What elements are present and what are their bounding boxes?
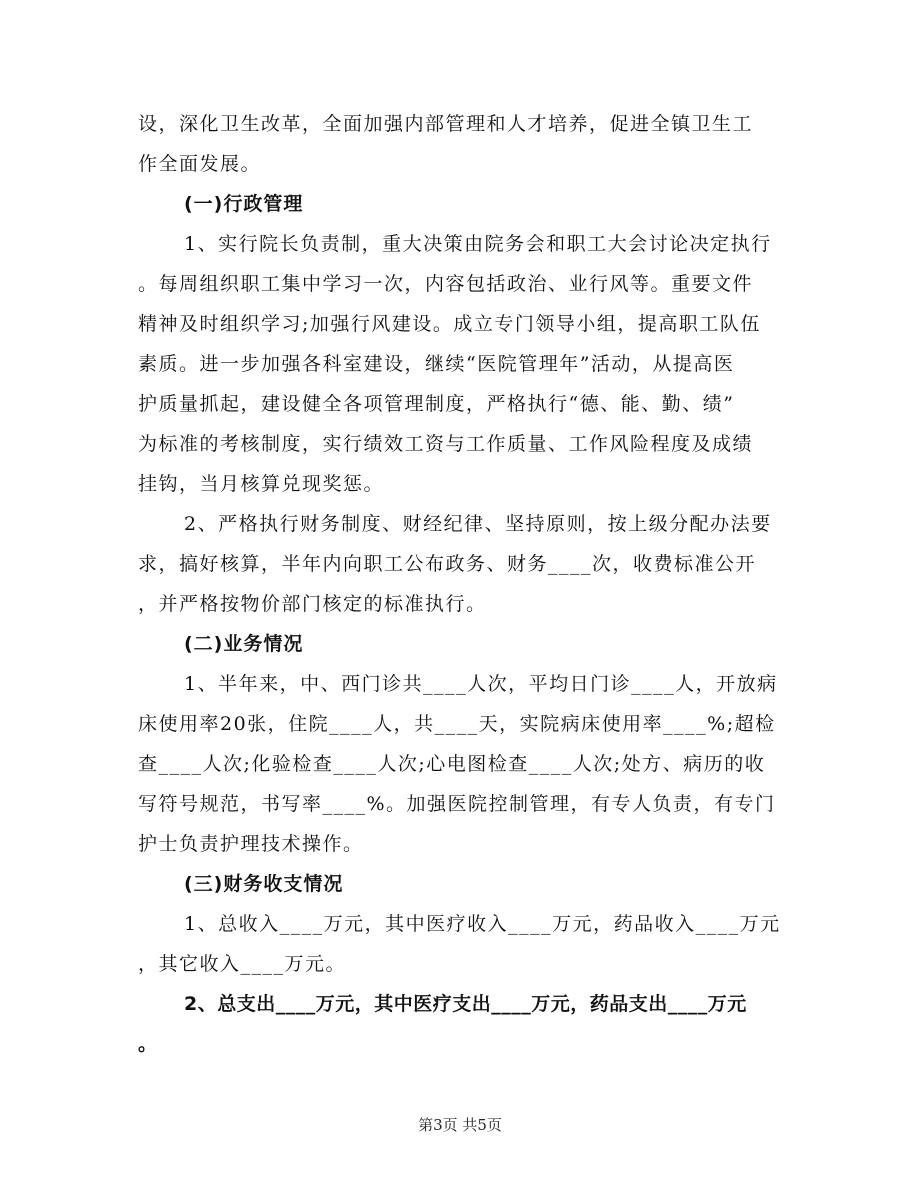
body-line: 精神及时组织学习;加强行风建设。成立专门领导小组，提高职工队伍 <box>138 313 761 335</box>
body-line: 素质。进一步加强各科室建设，继续“医院管理年”活动，从提高医 <box>138 353 735 375</box>
body-line: 2、严格执行财务制度、财经纪律、坚持原则，按上级分配办法要 <box>184 513 772 535</box>
body-line-bold: 2、总支出____万元，其中医疗支出____万元，药品支出____万元 <box>184 993 747 1015</box>
body-line: ，其它收入____万元。 <box>138 953 347 975</box>
body-line: 。每周组织职工集中学习一次，内容包括政治、业行风等。重要文件 <box>138 273 754 295</box>
body-line: 护士负责护理技术操作。 <box>138 833 364 855</box>
body-line: 挂钩，当月核算兑现奖惩。 <box>138 473 385 495</box>
body-line: 写符号规范，书写率____%。加强医院控制管理，有专人负责，有专门 <box>138 793 776 815</box>
section-heading-admin: (一)行政管理 <box>184 193 304 215</box>
body-line: 1、半年来，中、西门诊共____人次，平均日门诊____人，开放病 <box>184 673 778 695</box>
body-line: 1、总收入____万元，其中医疗收入____万元，药品收入____万元 <box>184 913 781 935</box>
body-line: 设，深化卫生改革，全面加强内部管理和人才培养，促进全镇卫生工 <box>138 113 754 135</box>
body-line: 护质量抓起，建设健全各项管理制度，严格执行“德、能、勤、绩” <box>138 393 735 415</box>
body-line: 求，搞好核算，半年内向职工公布政务、财务____次，收费标准公开 <box>138 553 757 575</box>
body-line: 1、实行院长负责制，重大决策由院务会和职工大会讨论决定执行 <box>184 233 772 255</box>
body-line: 床使用率20张，住院____人，共____天，实院病床使用率____%;超检 <box>138 713 776 735</box>
body-line-bold: 。 <box>138 1033 158 1055</box>
section-heading-business: (二)业务情况 <box>184 633 304 655</box>
document-body <box>138 104 786 1064</box>
section-heading-finance: (三)财务收支情况 <box>184 873 344 895</box>
body-line: 为标准的考核制度，实行绩效工资与工作质量、工作风险程度及成绩 <box>138 433 754 455</box>
body-line: ，并严格按物价部门核定的标准执行。 <box>138 593 487 615</box>
page-number-footer: 第3页 共5页 <box>418 1116 502 1134</box>
body-line: 作全面发展。 <box>138 153 262 175</box>
body-line: 查____人次;化验检查____人次;心电图检查____人次;处方、病历的收 <box>138 753 766 775</box>
